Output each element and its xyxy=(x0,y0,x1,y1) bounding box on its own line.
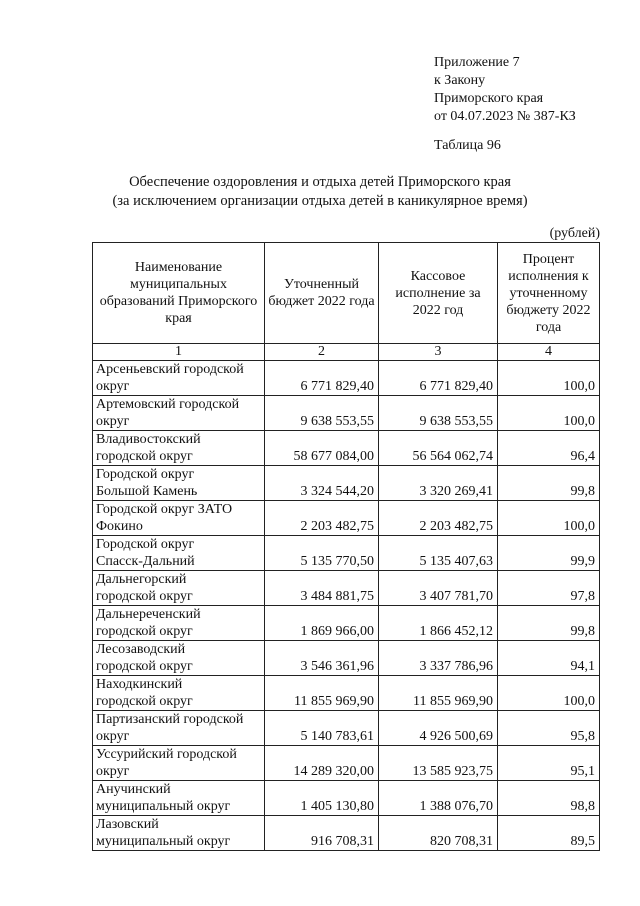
municipality-name-line: Арсеньевский городской xyxy=(96,362,244,377)
budget-value: 5 135 770,50 xyxy=(265,536,379,571)
municipality-name-line: Уссурийский городской xyxy=(96,747,237,762)
municipality-name-line: городской округ xyxy=(96,659,193,674)
title-line-2: (за исключением организации отдыха детей в каникулярное время) xyxy=(112,193,528,209)
actual-value: 11 855 969,90 xyxy=(379,676,498,711)
document-title xyxy=(0,173,640,211)
actual-value: 3 337 786,96 xyxy=(379,641,498,676)
municipality-name-line: городской округ xyxy=(96,694,193,709)
budget-value: 916 708,31 xyxy=(265,816,379,851)
column-header-budget: Уточненный бюджет 2022 года xyxy=(265,243,379,344)
appendix-line: Приморского края xyxy=(434,91,544,106)
percent-value: 94,1 xyxy=(498,641,600,676)
column-header-percent: Процент исполнения к уточненному бюджету 2022 года xyxy=(498,243,600,344)
municipality-name-line: городской округ xyxy=(96,589,193,604)
municipality-name xyxy=(93,641,265,676)
actual-value: 3 407 781,70 xyxy=(379,571,498,606)
municipality-name-line: Спасск-Дальний xyxy=(96,554,195,569)
actual-value: 2 203 482,75 xyxy=(379,501,498,536)
municipality-name-line: Владивостокский xyxy=(96,432,201,447)
municipality-name-line: городской округ xyxy=(96,624,193,639)
municipality-name-line: округ xyxy=(96,764,130,779)
municipality-name-line: муниципальный округ xyxy=(96,799,231,814)
municipality-name-line: муниципальный округ xyxy=(96,834,231,849)
municipality-name-line: Партизанский городской xyxy=(96,712,244,727)
municipality-name-line: Городской округ xyxy=(96,467,195,482)
actual-value: 56 564 062,74 xyxy=(379,431,498,466)
budget-value: 5 140 783,61 xyxy=(265,711,379,746)
table-row xyxy=(93,536,600,571)
municipality-name-line: Находкинский xyxy=(96,677,183,692)
municipality-name-line: Большой Камень xyxy=(96,484,198,499)
column-number: 4 xyxy=(498,344,600,361)
municipality-name-line: Дальнегорский xyxy=(96,572,187,587)
percent-value: 95,1 xyxy=(498,746,600,781)
actual-value: 5 135 407,63 xyxy=(379,536,498,571)
table-row xyxy=(93,781,600,816)
table-row xyxy=(93,746,600,781)
municipality-name xyxy=(93,466,265,501)
table-row xyxy=(93,431,600,466)
table-header-row xyxy=(93,243,600,344)
column-number: 1 xyxy=(93,344,265,361)
budget-value: 3 324 544,20 xyxy=(265,466,379,501)
municipality-name xyxy=(93,501,265,536)
appendix-block xyxy=(434,54,576,126)
municipality-name-line: округ xyxy=(96,729,130,744)
percent-value: 100,0 xyxy=(498,361,600,396)
municipality-name xyxy=(93,676,265,711)
budget-value: 14 289 320,00 xyxy=(265,746,379,781)
municipality-name-line: округ xyxy=(96,379,130,394)
municipality-name-line: Дальнереченский xyxy=(96,607,201,622)
municipality-name-line: Лесозаводский xyxy=(96,642,186,657)
table-row xyxy=(93,676,600,711)
budget-value: 58 677 084,00 xyxy=(265,431,379,466)
table-row xyxy=(93,396,600,431)
table-row xyxy=(93,571,600,606)
actual-value: 9 638 553,55 xyxy=(379,396,498,431)
municipality-name-line: округ xyxy=(96,414,130,429)
municipality-name xyxy=(93,431,265,466)
municipality-name xyxy=(93,746,265,781)
table-row xyxy=(93,641,600,676)
percent-value: 99,9 xyxy=(498,536,600,571)
actual-value: 3 320 269,41 xyxy=(379,466,498,501)
table-row xyxy=(93,466,600,501)
percent-value: 99,8 xyxy=(498,466,600,501)
table-row xyxy=(93,501,600,536)
budget-value: 6 771 829,40 xyxy=(265,361,379,396)
percent-value: 100,0 xyxy=(498,396,600,431)
budget-value: 1 869 966,00 xyxy=(265,606,379,641)
municipality-name-line: Городской округ ЗАТО xyxy=(96,502,233,517)
budget-table xyxy=(92,242,600,851)
percent-value: 100,0 xyxy=(498,676,600,711)
municipality-name-line: Фокино xyxy=(96,519,143,534)
municipality-name xyxy=(93,711,265,746)
budget-value: 2 203 482,75 xyxy=(265,501,379,536)
column-header-name: Наименование муниципальных образований Приморского края xyxy=(93,243,265,344)
column-header-actual: Кассовое исполнение за 2022 год xyxy=(379,243,498,344)
appendix-line: от 04.07.2023 № 387-КЗ xyxy=(434,109,576,124)
municipality-name xyxy=(93,781,265,816)
budget-value: 9 638 553,55 xyxy=(265,396,379,431)
appendix-line: к Закону xyxy=(434,73,486,88)
municipality-name xyxy=(93,571,265,606)
percent-value: 99,8 xyxy=(498,606,600,641)
actual-value: 1 388 076,70 xyxy=(379,781,498,816)
table-number: Таблица 96 xyxy=(434,138,501,153)
percent-value: 89,5 xyxy=(498,816,600,851)
percent-value: 98,8 xyxy=(498,781,600,816)
percent-value: 96,4 xyxy=(498,431,600,466)
municipality-name xyxy=(93,606,265,641)
percent-value: 97,8 xyxy=(498,571,600,606)
municipality-name-line: Лазовский xyxy=(96,817,159,832)
budget-value: 11 855 969,90 xyxy=(265,676,379,711)
unit-label: (рублей) xyxy=(549,226,600,241)
municipality-name-line: Анучинский xyxy=(96,782,171,797)
actual-value: 13 585 923,75 xyxy=(379,746,498,781)
table-row xyxy=(93,711,600,746)
table-row xyxy=(93,361,600,396)
actual-value: 6 771 829,40 xyxy=(379,361,498,396)
column-number-row xyxy=(93,344,600,361)
percent-value: 100,0 xyxy=(498,501,600,536)
municipality-name-line: Городской округ xyxy=(96,537,195,552)
table-row xyxy=(93,816,600,851)
column-number: 2 xyxy=(265,344,379,361)
budget-value: 1 405 130,80 xyxy=(265,781,379,816)
budget-value: 3 546 361,96 xyxy=(265,641,379,676)
column-number: 3 xyxy=(379,344,498,361)
actual-value: 820 708,31 xyxy=(379,816,498,851)
actual-value: 4 926 500,69 xyxy=(379,711,498,746)
municipality-name-line: городской округ xyxy=(96,449,193,464)
budget-value: 3 484 881,75 xyxy=(265,571,379,606)
municipality-name xyxy=(93,816,265,851)
actual-value: 1 866 452,12 xyxy=(379,606,498,641)
appendix-line: Приложение 7 xyxy=(434,55,520,70)
municipality-name-line: Артемовский городской xyxy=(96,397,240,412)
municipality-name xyxy=(93,361,265,396)
table-row xyxy=(93,606,600,641)
title-line-1: Обеспечение оздоровления и отдыха детей Приморского края xyxy=(129,174,511,190)
percent-value: 95,8 xyxy=(498,711,600,746)
municipality-name xyxy=(93,536,265,571)
municipality-name xyxy=(93,396,265,431)
